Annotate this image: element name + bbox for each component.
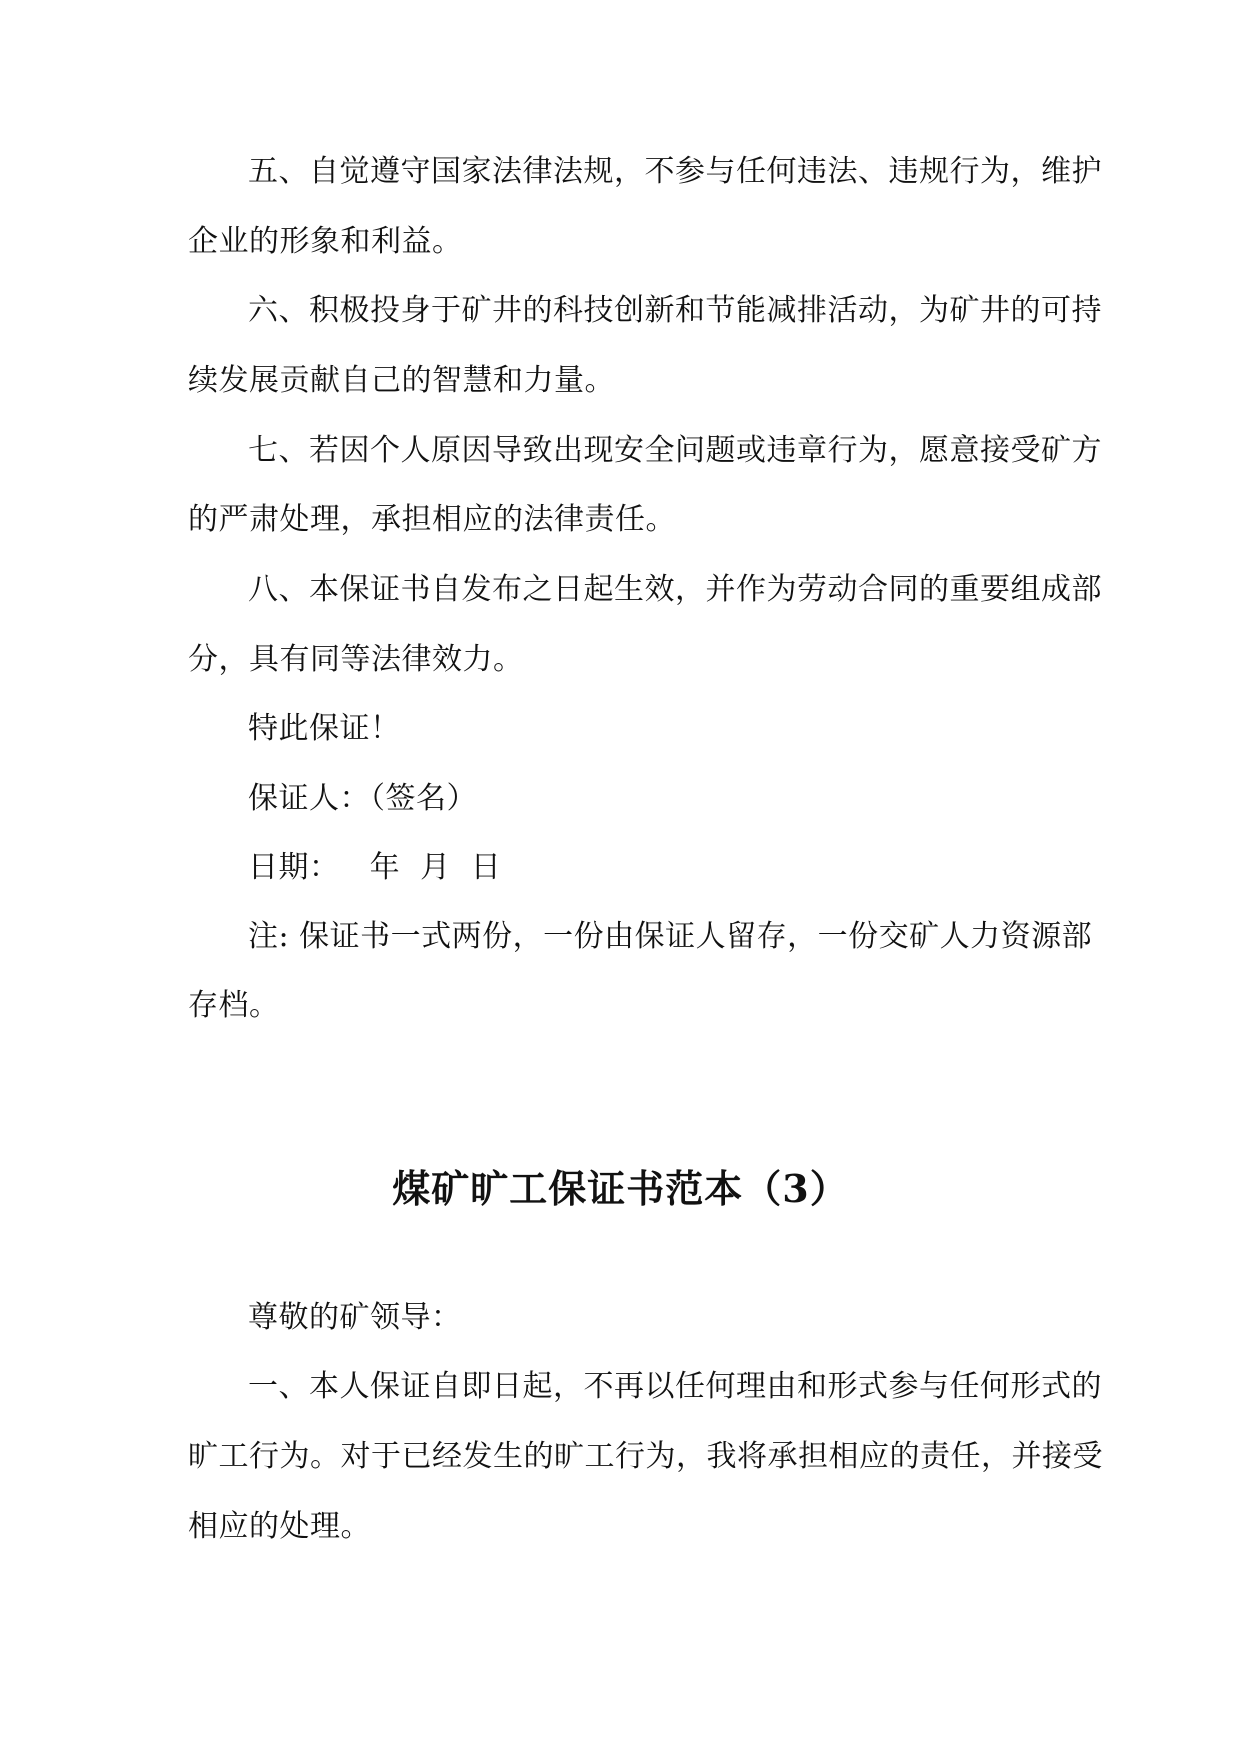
note-line-1: 注: 保证书一式两份，一份由保证人留存，一份交矿人力资源部 (248, 919, 1093, 954)
guarantor-signature-line: 保证人：（签名） (248, 781, 477, 816)
section-title: 煤矿旷工保证书范本（3） (392, 1166, 849, 1211)
item-1-line-1: 一、本人保证自即日起，不再以任何理由和形式参与任何形式的 (248, 1369, 1102, 1404)
clause-7-line-1: 七、若因个人原因导致出现安全问题或违章行为，愿意接受矿方 (248, 433, 1102, 468)
clause-7-line-2: 的严肃处理，承担相应的法律责任。 (188, 502, 676, 537)
clause-8-line-2: 分，具有同等法律效力。 (188, 642, 524, 677)
clause-5-line-2: 企业的形象和利益。 (188, 224, 463, 259)
item-1-line-3: 相应的处理。 (188, 1509, 371, 1544)
date-line: 日期： 年 月 日 (248, 850, 502, 885)
salutation: 尊敬的矿领导： (248, 1300, 462, 1335)
note-line-2: 存档。 (188, 988, 280, 1023)
clause-6-line-2: 续发展贡献自己的智慧和力量。 (188, 363, 615, 398)
clause-5-line-1: 五、自觉遵守国家法律法规，不参与任何违法、违规行为，维护 (248, 154, 1102, 189)
clause-6-line-1: 六、积极投身于矿井的科技创新和节能减排活动，为矿井的可持 (248, 293, 1102, 328)
closing-statement: 特此保证！ (248, 711, 401, 746)
item-1-line-2: 旷工行为。对于已经发生的旷工行为，我将承担相应的责任，并接受 (188, 1439, 1103, 1474)
clause-8-line-1: 八、本保证书自发布之日起生效，并作为劳动合同的重要组成部 (248, 572, 1102, 607)
